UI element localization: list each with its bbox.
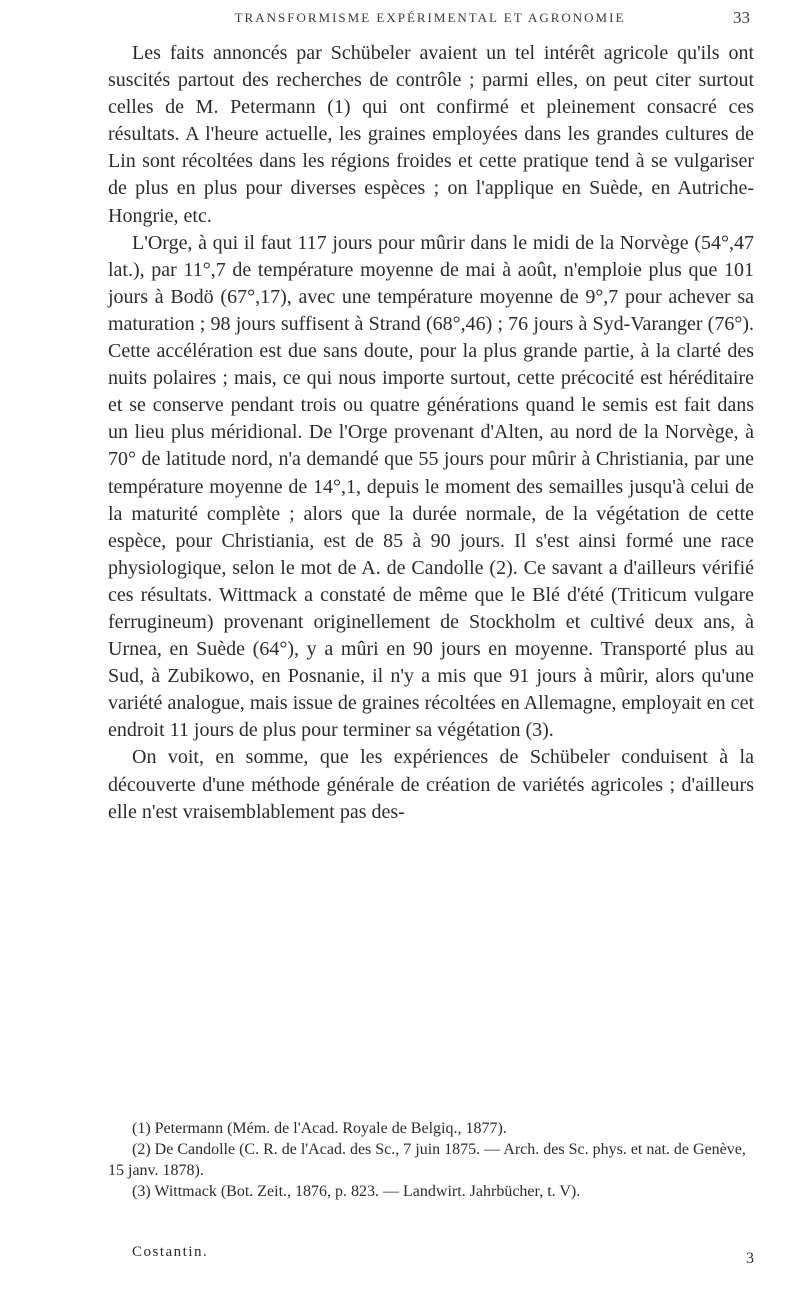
printer-signature: Costantin. [132,1244,209,1260]
running-head: TRANSFORMISME EXPÉRIMENTAL ET AGRONOMIE [234,10,626,25]
page-footer [108,1244,754,1274]
paragraph: Les faits annoncés par Schübeler avaient un tel intérêt agricole qu'ils ont suscités partout des recherches de contrôle ; parmi elles, on peut citer surtout celles de M. Petermann (1) qui ont confirmé et pleinement consacré ces résultats. A l'heure actuelle, les graines employées dans les grandes cultures de Lin sont récoltées dans les régions froides et cette pratique tend à se vulgariser de plus en plus pour diverses espèces ; on l'applique en Suède, en Autriche-Hongrie, etc. [108,42,754,227]
page-number: 33 [733,8,750,27]
signature-number: 3 [746,1250,754,1267]
body-text [108,40,754,826]
page-header [110,8,750,30]
footnote: (3) Wittmack (Bot. Zeit., 1876, p. 823. — Landwirt. Jahrbücher, t. V). [132,1183,581,1200]
footnote: (2) De Candolle (C. R. de l'Acad. des Sc., 7 juin 1875. — Arch. des Sc. phys. et nat. de Genève, 15 janv. 1878). [108,1141,746,1179]
paragraph: L'Orge, à qui il faut 117 jours pour mûrir dans le midi de la Norvège (54°,47 lat.), par 11°,7 de température moyenne de mai à août, n'emploie plus que 101 jours à Bodö (67°,17), avec une température moyenne de 9°,7 pour achever sa maturation ; 98 jours suffisent à Strand (68°,46) ; 76 jours à Syd-Varanger (76°). Cette accélération est due sans doute, pour la plus grande partie, à la clarté des nuits polaires ; mais, ce qui nous importe surtout, cette précocité est héréditaire et se conserve pendant trois ou quatre générations quand le semis est fait dans un lieu plus méridional. De l'Orge provenant d'Alten, au nord de la Norvège, à 70° de latitude nord, n'a demandé que 55 jours pour mûrir à Christiania, par une température moyenne de 14°,1, depuis le moment des semailles jusqu'à celui de la maturité complète ; alors que la durée normale, de la végétation de cette espèce, pour Christiania, est de 85 à 90 jours. Il s'est ainsi formé une race physiologique, selon le mot de A. de Candolle (2). Ce savant a d'ailleurs vérifié ces résultats. Wittmack a constaté de même que le Blé d'été (Triticum vulgare ferrugineum) provenant originellement de Stockholm et cultivé deux ans, à Urnea, en Suède (64°), y a mûri en 90 jours en moyenne. Transporté plus au Sud, à Zubikowo, en Posnanie, il n'y a mis que 91 jours à mûrir, alors qu'une variété analogue, mais issue de graines récoltées en Allemagne, employait en cet endroit 11 jours de plus pour terminer sa végétation (3). [108,231,754,742]
paragraph: On voit, en somme, que les expériences de Schübeler conduisent à la découverte d'une méthode générale de création de variétés agricoles ; d'ailleurs elle n'est vraisemblablement pas des- [108,746,754,823]
footnotes [108,1118,754,1202]
footnote: (1) Petermann (Mém. de l'Acad. Royale de Belgiq., 1877). [132,1120,507,1137]
